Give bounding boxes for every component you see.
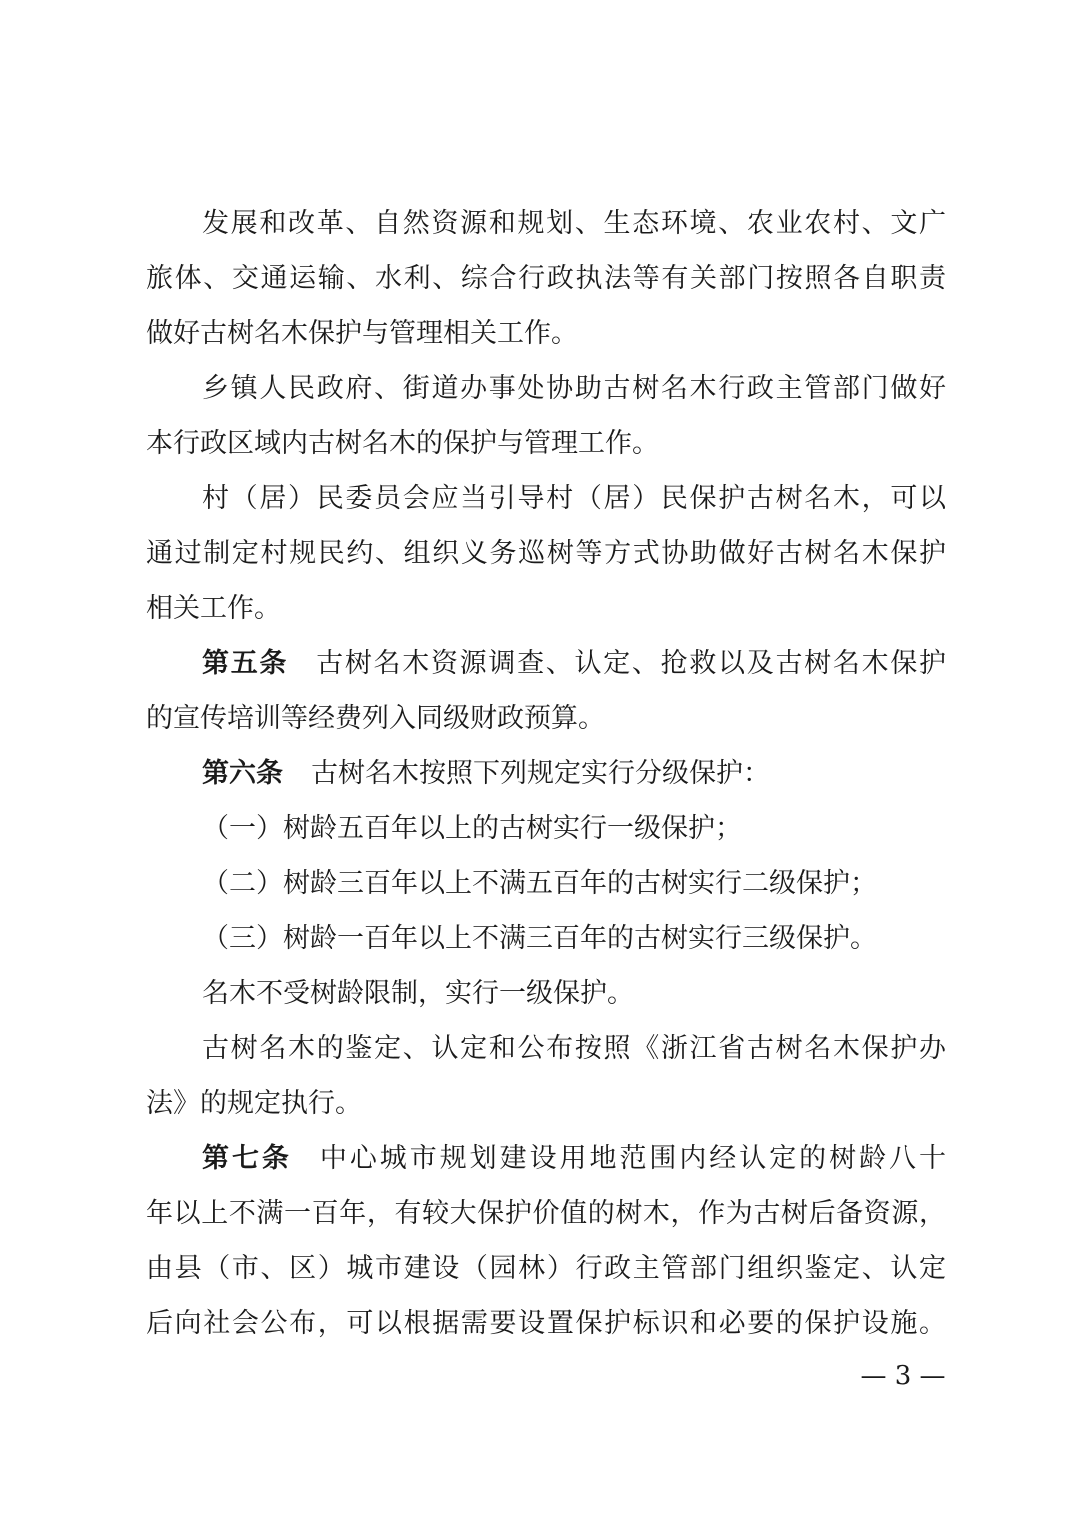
text-line: 做好古树名木保护与管理相关工作。 bbox=[146, 318, 578, 349]
text-line: 乡镇人民政府、街道办事处协助古树名木行政主管部门做好 bbox=[202, 373, 946, 404]
list-item: （三）树龄一百年以上不满三百年的古树实行三级保护。 bbox=[202, 923, 877, 954]
text-line: 通过制定村规民约、组织义务巡树等方式协助做好古树名木保护 bbox=[146, 538, 946, 569]
text-line: 本行政区域内古树名木的保护与管理工作。 bbox=[146, 428, 659, 459]
text-line: 由县（市、区）城市建设（园林）行政主管部门组织鉴定、认定 bbox=[146, 1253, 946, 1284]
text-line: 的宣传培训等经费列入同级财政预算。 bbox=[146, 703, 605, 734]
article-number: 第六条 bbox=[202, 758, 283, 789]
article-line bbox=[146, 1131, 946, 1186]
text-line: 古树名木的鉴定、认定和公布按照《浙江省古树名木保护办 bbox=[202, 1033, 946, 1064]
text-line: 后向社会公布，可以根据需要设置保护标识和必要的保护设施。 bbox=[146, 1308, 946, 1339]
text-line: 名木不受树龄限制，实行一级保护。 bbox=[202, 978, 634, 1009]
page-number: — 3 — bbox=[860, 1361, 946, 1391]
article-text: 中心城市规划建设用地范围内经认定的树龄八十 bbox=[319, 1143, 946, 1174]
article-text: 古树名木资源调查、认定、抢救以及古树名木保护 bbox=[316, 648, 946, 679]
text-line: 村（居）民委员会应当引导村（居）民保护古树名木，可以 bbox=[202, 483, 946, 514]
article-line bbox=[146, 746, 946, 801]
article-line bbox=[146, 636, 946, 691]
text-line: 相关工作。 bbox=[146, 593, 281, 624]
list-item: （一）树龄五百年以上的古树实行一级保护； bbox=[202, 813, 742, 844]
text-line: 法》的规定执行。 bbox=[146, 1088, 362, 1119]
article-number: 第五条 bbox=[202, 648, 289, 679]
list-item: （二）树龄三百年以上不满五百年的古树实行二级保护； bbox=[202, 868, 877, 899]
text-line: 旅体、交通运输、水利、综合行政执法等有关部门按照各自职责 bbox=[146, 263, 946, 294]
text-line: 年以上不满一百年，有较大保护价值的树木，作为古树后备资源， bbox=[146, 1198, 946, 1229]
article-text: 古树名木按照下列规定实行分级保护： bbox=[311, 758, 770, 789]
document-body bbox=[146, 196, 946, 1351]
article-number: 第七条 bbox=[202, 1143, 292, 1174]
text-line: 发展和改革、自然资源和规划、生态环境、农业农村、文广 bbox=[202, 208, 946, 239]
